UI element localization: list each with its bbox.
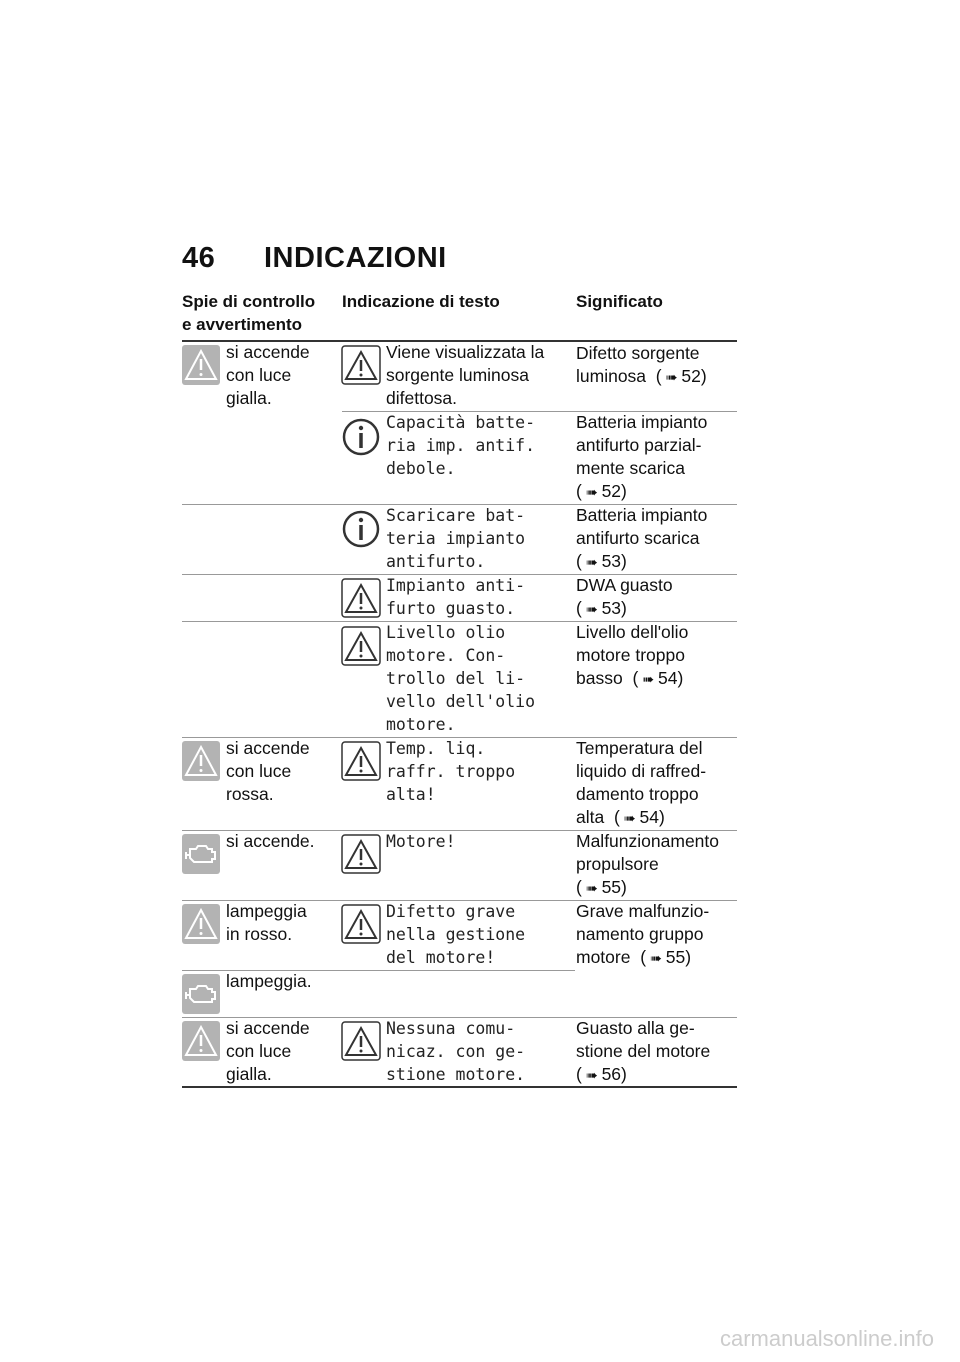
message-text: Nessuna comu- nicaz. con ge- stione motore. bbox=[386, 1019, 526, 1084]
lamp-desc: si accende con luce gialla. bbox=[226, 1018, 310, 1084]
info-icon bbox=[341, 509, 381, 549]
message-text: Impianto anti- furto guasto. bbox=[386, 576, 526, 618]
page-reference[interactable]: ( ➠ 55) bbox=[635, 947, 691, 967]
arrow-right-icon: ➠ bbox=[585, 880, 598, 896]
column-header-lamps-line1: Spie di controllo bbox=[182, 292, 316, 311]
engine-icon bbox=[182, 974, 220, 1014]
arrow-right-icon: ➠ bbox=[665, 369, 678, 385]
warning-triangle-icon bbox=[182, 345, 220, 385]
arrow-right-icon: ➠ bbox=[623, 810, 636, 826]
message-text: Scaricare bat- teria impianto antifurto. bbox=[386, 506, 526, 571]
info-icon bbox=[341, 417, 381, 457]
arrow-right-icon: ➠ bbox=[650, 950, 662, 966]
warning-triangle-icon bbox=[182, 1021, 220, 1061]
watermark: carmanualsonline.info bbox=[719, 1326, 934, 1351]
lamp-desc: si accende. bbox=[226, 831, 315, 851]
message-text: Capacità batte- ria imp. antif. debole. bbox=[386, 413, 536, 478]
message-text: Difetto grave nella gestione del motore! bbox=[386, 902, 526, 967]
warning-triangle-icon bbox=[182, 741, 220, 781]
page-reference[interactable]: ( ➠ 53) bbox=[576, 597, 673, 621]
page-reference[interactable]: ( ➠ 52) bbox=[576, 480, 707, 504]
warning-triangle-icon bbox=[341, 345, 381, 385]
message-text: Viene visualizzata la sorgente luminosa difettosa. bbox=[386, 342, 545, 408]
meaning-text: Batteria impianto antifurto scarica ( ➠ 53) bbox=[576, 504, 707, 574]
message-text: Livello olio motore. Con- trollo del li- vello dell'olio motore. bbox=[386, 623, 536, 734]
page-reference[interactable]: ( ➠ 54) bbox=[628, 668, 684, 688]
engine-icon bbox=[182, 834, 220, 874]
meaning-text: Batteria impianto antifurto parzial- mente scarica ( ➠ 52) bbox=[576, 411, 707, 504]
arrow-right-icon: ➠ bbox=[585, 554, 598, 570]
lamp-desc: si accende con luce rossa. bbox=[226, 738, 310, 804]
warning-triangle-icon bbox=[341, 626, 381, 666]
warning-triangle-icon bbox=[341, 904, 381, 944]
column-header-meaning: Significato bbox=[576, 292, 663, 311]
arrow-right-icon: ➠ bbox=[585, 601, 598, 617]
column-header-lamps-line2: e avvertimento bbox=[182, 315, 302, 334]
arrow-right-icon: ➠ bbox=[585, 484, 598, 500]
lamp-desc: lampeggia. bbox=[226, 971, 312, 991]
meaning-text: Livello dell'olio motore troppo basso ( ➠ 54) bbox=[576, 621, 688, 691]
lamp-desc: lampeggia in rosso. bbox=[226, 901, 307, 944]
page-number: 46 bbox=[182, 242, 216, 274]
column-header-text: Indicazione di testo bbox=[342, 292, 500, 311]
warning-triangle-icon bbox=[341, 741, 381, 781]
message-text: Temp. liq. raffr. troppo alta! bbox=[386, 739, 516, 804]
arrow-right-icon: ➠ bbox=[642, 671, 655, 687]
page-title: INDICAZIONI bbox=[264, 242, 447, 274]
page-header bbox=[182, 242, 447, 275]
meaning-text: Malfunzionamento propulsore ( ➠ 55) bbox=[576, 830, 719, 900]
meaning-text: Guasto alla ge- stione del motore ( ➠ 56) bbox=[576, 1017, 710, 1087]
meaning-text: Grave malfunzio- namento gruppo motore ( ➠ 55) bbox=[576, 900, 709, 970]
warning-triangle-icon bbox=[341, 1021, 381, 1061]
arrow-right-icon: ➠ bbox=[585, 1067, 598, 1083]
meaning-text: DWA guasto ( ➠ 53) bbox=[576, 574, 673, 621]
page-reference[interactable]: ( ➠ 53) bbox=[576, 550, 707, 574]
meaning-text: Difetto sorgente luminosa ( ➠ 52) bbox=[576, 342, 707, 389]
page-reference[interactable]: ( ➠ 52) bbox=[651, 366, 707, 386]
meaning-text: Temperatura del liquido di raffred- damento troppo alta ( ➠ 54) bbox=[576, 737, 706, 830]
lamp-desc: si accende con luce gialla. bbox=[226, 342, 310, 408]
column-header-lamps bbox=[182, 290, 315, 336]
message-text: Motore! bbox=[386, 832, 456, 851]
page-reference[interactable]: ( ➠ 56) bbox=[576, 1063, 710, 1087]
page-reference[interactable]: ( ➠ 54) bbox=[609, 807, 665, 827]
warning-triangle-icon bbox=[182, 904, 220, 944]
warning-triangle-icon bbox=[341, 834, 381, 874]
page-reference[interactable]: ( ➠ 55) bbox=[576, 876, 719, 900]
warning-triangle-icon bbox=[341, 578, 381, 618]
